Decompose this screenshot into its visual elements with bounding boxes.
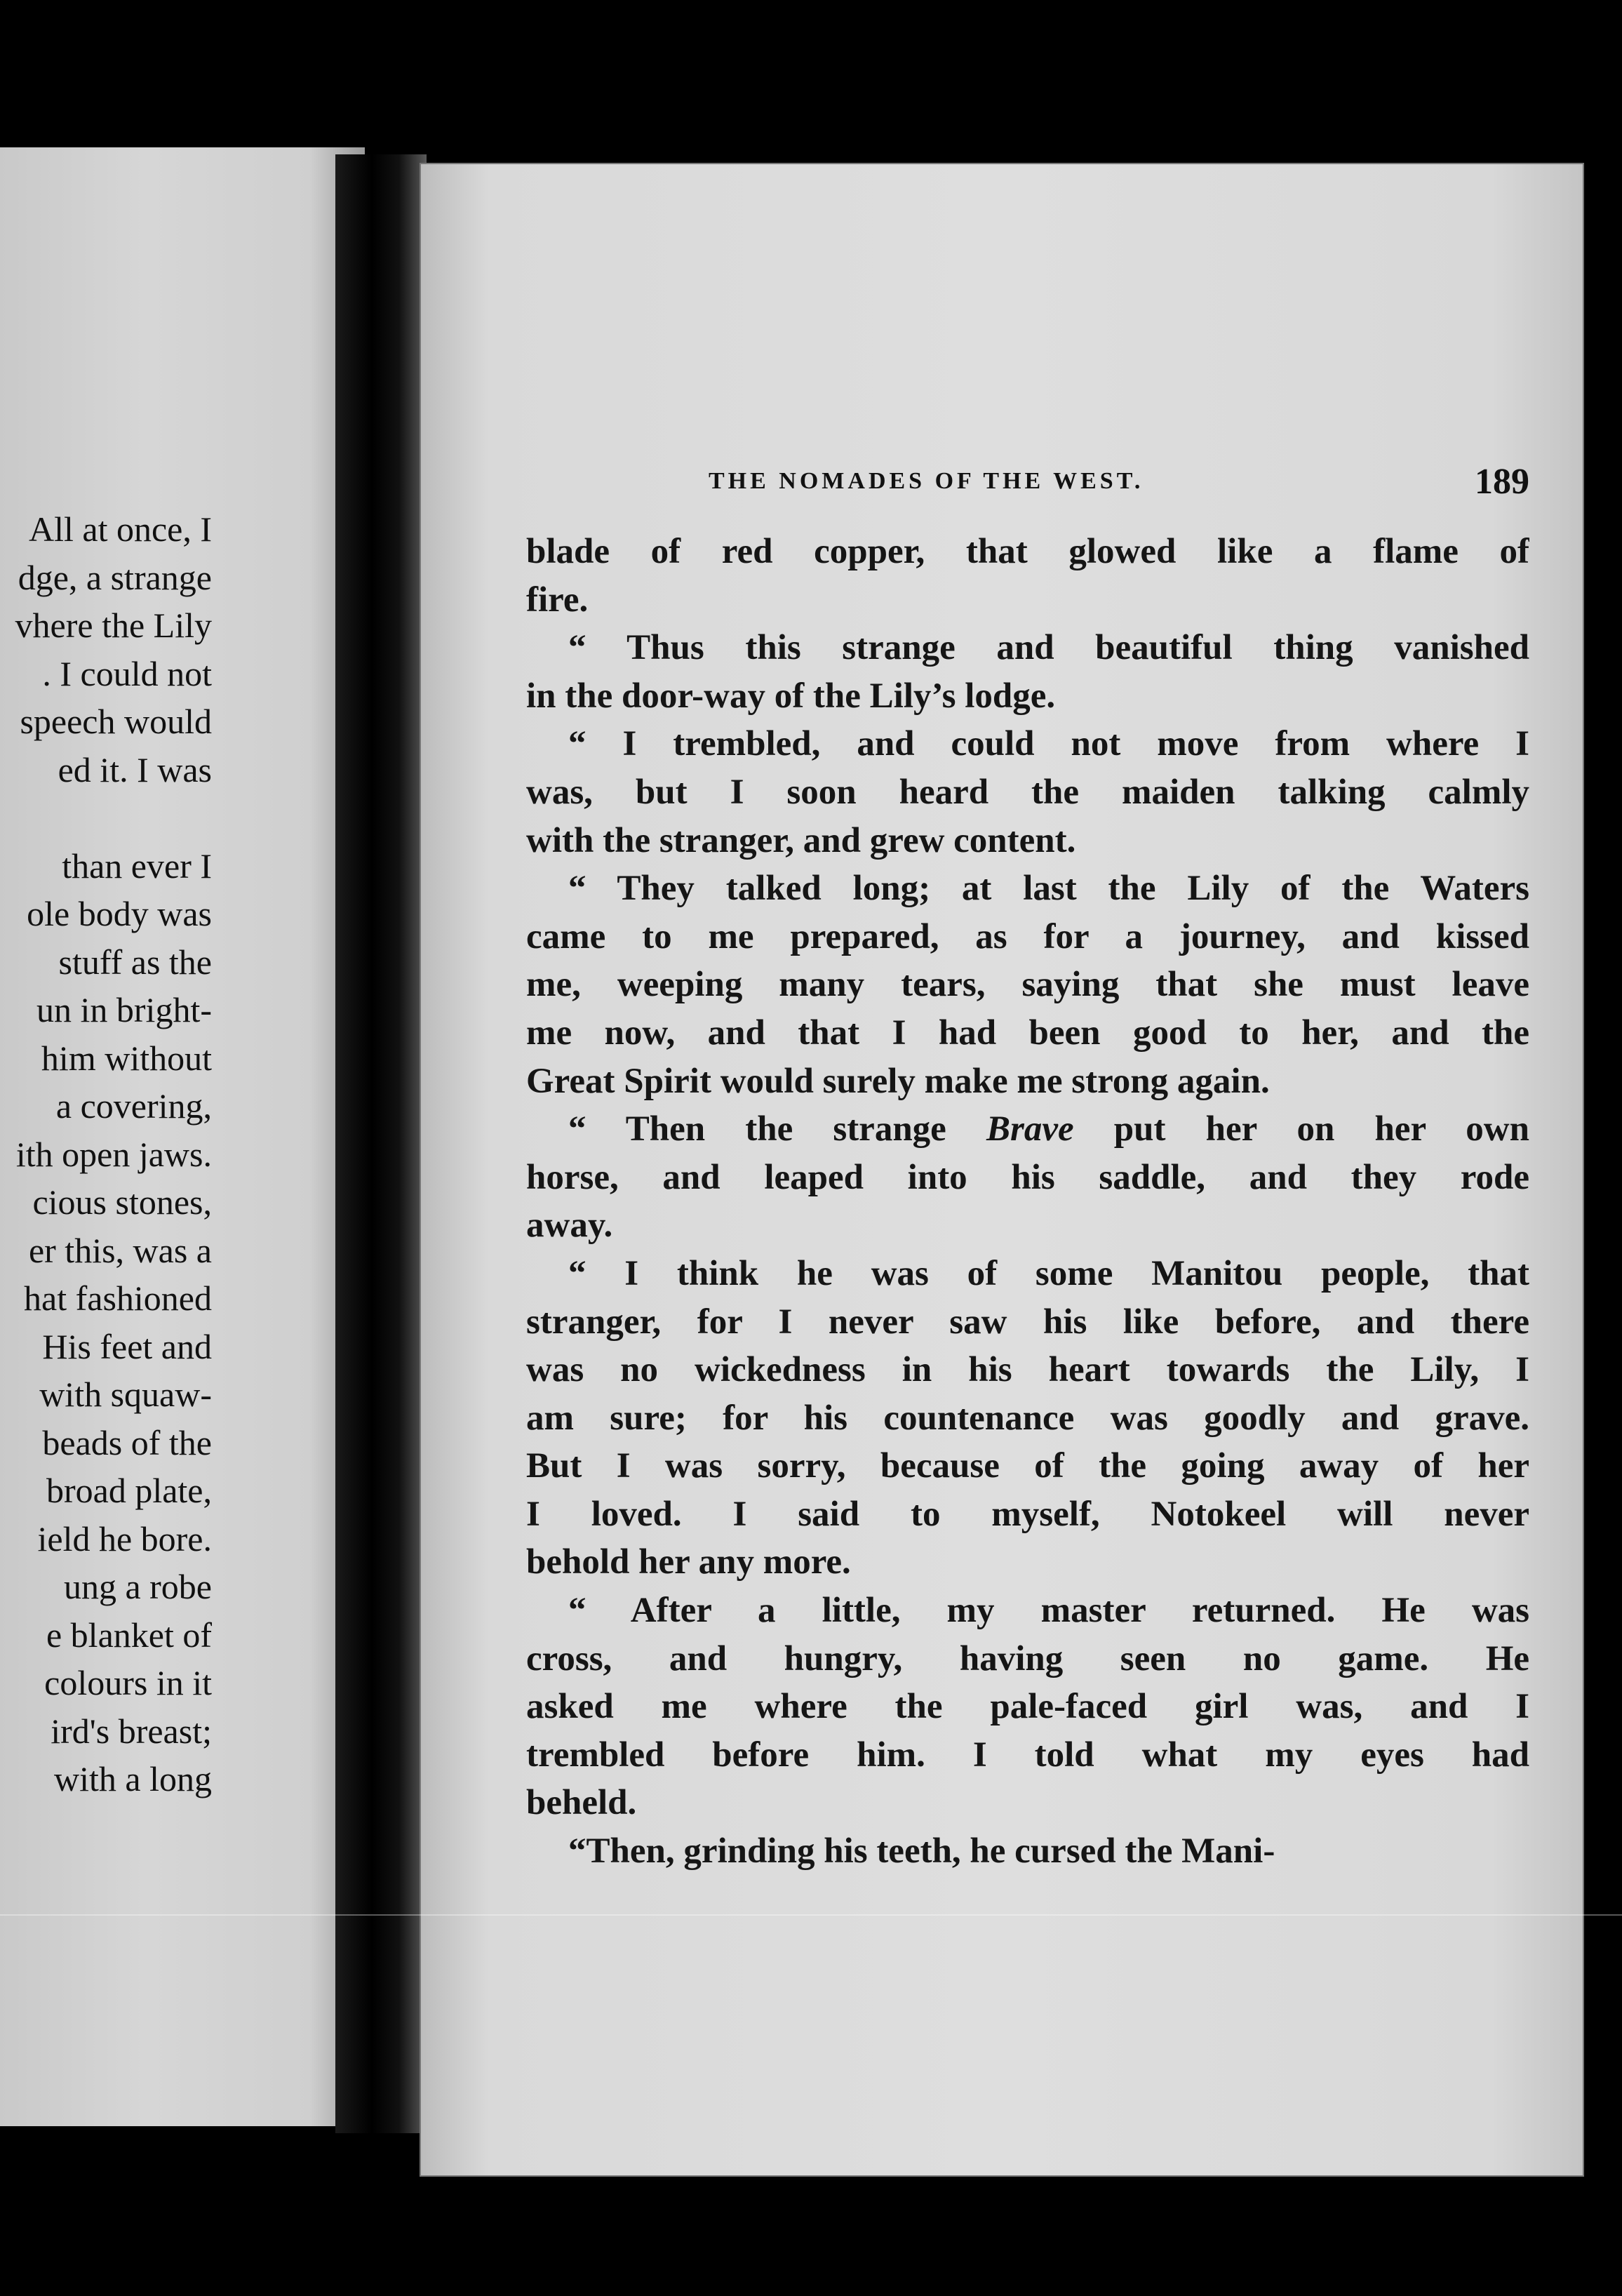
left-page-line: than ever I: [62, 846, 212, 886]
text-line: am sure; for his countenance was goodly and grave.: [526, 1398, 1529, 1438]
text-line: behold her any more.: [526, 1542, 851, 1582]
text-line: was, but I soon heard the maiden talking calmly: [526, 772, 1529, 812]
scan-streak: [0, 1914, 1622, 1916]
paragraph: [526, 1827, 1529, 1876]
text-line: horse, and leaped into his saddle, and they rode: [526, 1157, 1529, 1197]
text-line: in the door-way of the Lily’s lodge.: [526, 676, 1056, 716]
left-page-line: . I could not: [42, 653, 212, 693]
paragraph: [526, 1105, 1529, 1250]
left-page-line: broad plate,: [46, 1471, 212, 1510]
text-line: But I was sorry, because of the going away of her: [526, 1446, 1529, 1486]
paragraph: [526, 720, 1529, 865]
left-page-line: with squaw-: [39, 1375, 212, 1414]
text-line: “Then, grinding his teeth, he cursed the Mani-: [568, 1831, 1275, 1871]
text-line: with the stranger, and grew content.: [526, 820, 1076, 860]
text-line: beheld.: [526, 1783, 637, 1823]
left-page-line: cious stones,: [32, 1182, 212, 1222]
text-line: away.: [526, 1206, 613, 1246]
left-page-line: speech would: [20, 702, 212, 741]
text-line: blade of red copper, that glowed like a flame of: [526, 532, 1529, 571]
paragraph: [526, 1587, 1529, 1827]
paragraph: [526, 528, 1529, 624]
text-line: “ After a little, my master returned. He was: [568, 1591, 1529, 1631]
text-line: fire.: [526, 580, 589, 620]
text-line: “ Then the strange Brave put her on her own: [568, 1109, 1529, 1149]
text-line: “ Thus this strange and beautiful thing vanished: [568, 628, 1529, 668]
left-page: [0, 147, 365, 2126]
left-page-line: ield he bore.: [37, 1519, 212, 1559]
text-line: stranger, for I never saw his like before, and there: [526, 1302, 1529, 1342]
left-page-line: hat fashioned: [24, 1279, 212, 1318]
text-line: cross, and hungry, having seen no game. He: [526, 1638, 1529, 1678]
left-page-line: a covering,: [55, 1086, 212, 1126]
left-page-line: vhere the Lily: [15, 606, 212, 645]
page-body: [526, 528, 1529, 1876]
text-line: trembled before him. I told what my eyes had: [526, 1735, 1529, 1775]
running-title: THE NOMADES OF THE WEST.: [709, 468, 1144, 494]
text-line: asked me where the pale-faced girl was, and I: [526, 1687, 1529, 1727]
text-line: I loved. I said to myself, Notokeel will never: [526, 1494, 1529, 1534]
text-line: me now, and that I had been good to her, and the: [526, 1013, 1529, 1053]
left-page-line: stuff as the: [58, 942, 212, 982]
text-line: “ They talked long; at last the Lily of the Waters: [568, 869, 1529, 909]
paragraph: [526, 624, 1529, 720]
left-page-line: ird's breast;: [51, 1711, 212, 1751]
paragraph: [526, 865, 1529, 1105]
left-page-line: [0, 794, 212, 842]
text-line: Great Spirit would surely make me strong again.: [526, 1061, 1270, 1101]
left-page-line: ung a robe: [63, 1567, 212, 1606]
left-page-line: ith open jaws.: [15, 1134, 212, 1174]
text-line: came to me prepared, as for a journey, and kissed: [526, 916, 1529, 956]
right-page: [420, 163, 1584, 2177]
page-number: 189: [1475, 462, 1529, 502]
book-spine: [335, 154, 427, 2133]
left-page-line: ole body was: [27, 894, 212, 933]
text-line: “ I trembled, and could not move from where I: [568, 724, 1529, 764]
left-page-line: e blanket of: [46, 1615, 212, 1655]
left-page-line: beads of the: [42, 1422, 212, 1462]
left-page-line: His feet and: [42, 1326, 212, 1366]
left-page-line: with a long: [54, 1759, 212, 1798]
left-page-line: him without: [41, 1038, 212, 1078]
left-page-line: un in bright-: [36, 990, 212, 1029]
text-line: me, weeping many tears, saying that she must leave: [526, 965, 1529, 1005]
text-line: was no wickedness in his heart towards the Lily, I: [526, 1350, 1529, 1390]
left-page-text: [0, 505, 212, 1803]
left-page-line: All at once, I: [28, 509, 212, 549]
paragraph: [526, 1250, 1529, 1587]
text-line: “ I think he was of some Manitou people, that: [568, 1253, 1529, 1293]
left-page-line: er this, was a: [28, 1230, 212, 1270]
page-header: [709, 461, 1529, 510]
left-page-line: colours in it: [44, 1663, 212, 1702]
left-page-line: ed it. I was: [58, 749, 212, 789]
left-page-line: dge, a strange: [18, 557, 212, 597]
